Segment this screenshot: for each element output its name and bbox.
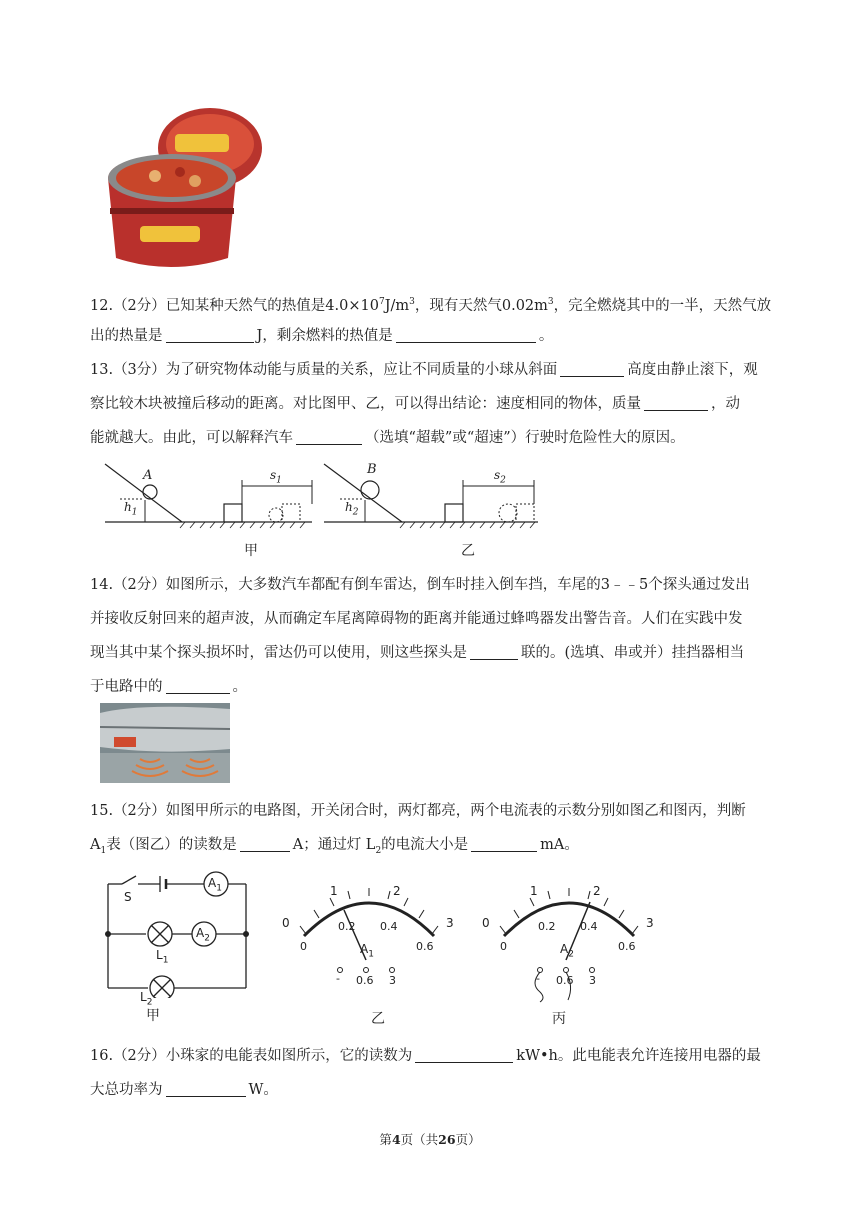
tick-bottom: 0.4 [580,920,598,933]
figure-label-jia-circuit: 甲 [146,1008,160,1024]
tick-top: 0 [282,916,290,930]
label-b: B [367,462,377,477]
question-14-line-2: 并接收反射回来的超声波，从而确定车尾离障碍物的距离并能通过蜂鸣器发出警告音。人们在实践中发 [90,611,743,627]
tick-bottom: 0.4 [380,920,398,933]
answer-blank[interactable] [560,362,624,377]
terminal-label: 3 [389,974,396,987]
page-footer: 第4页（共26页） [379,1132,481,1147]
tick-top: 0 [482,916,490,930]
answer-blank[interactable] [240,837,290,852]
answer-blank[interactable] [166,679,230,694]
terminal-label: 0.6 [356,974,374,987]
tick-bottom: 0.2 [338,920,356,933]
question-15-line-2: $A_1$表（图乙）的读数是 A；通过灯 $L_2$的电流大小是 mA。 [90,837,579,856]
lamp-l1-label: $L_1$ [156,948,169,966]
answer-blank[interactable] [644,396,708,411]
label-s2: $s_2$ [494,468,506,486]
meter-name: $A_1$ [360,942,374,960]
tick-bottom: 0 [300,940,307,953]
tick-top: 2 [393,884,401,898]
question-14-line-1: 14.（2分）如图所示，大多数汽车都配有倒车雷达，倒车时挂入倒车挡，车尾的3﹣﹣5个探头通过发出 [90,577,750,593]
figure-label-yi-meter: 乙 [371,1011,385,1027]
question-12-line-2: 出的热量是 J，剩余燃料的热值是 。 [90,328,554,344]
answer-blank[interactable] [166,1082,246,1097]
answer-blank[interactable] [166,328,254,343]
tick-bottom: 0 [500,940,507,953]
switch-label: S [124,890,132,904]
tick-top: 1 [530,884,538,898]
tick-bottom: 0.6 [416,940,434,953]
figure-label-yi: 乙 [461,543,475,559]
figure-label-jia: 甲 [244,543,258,559]
tick-top: 1 [330,884,338,898]
question-16-line-1: 16.（2分）小珠家的电能表如图所示，它的读数为 kW•h。此电能表允许连接用电器的最 [90,1048,761,1064]
ammeter-a2-label: $A_2$ [196,926,210,944]
question-13-line-2: 察比较木块被撞后移动的距离。对比图甲、乙，可以得出结论：速度相同的物体，质量 ，动 [90,396,740,412]
question-15-line-1: 15.（2分）如图甲所示的电路图，开关闭合时，两灯都亮，两个电流表的示数分别如图乙和图丙，判断 [90,803,746,819]
label-h2: $h_2$ [345,500,359,518]
ball-a [143,485,157,499]
tick-top: 3 [446,916,454,930]
question-14-line-4: 于电路中的 。 [90,679,247,695]
tick-top: 3 [646,916,654,930]
answer-blank[interactable] [470,645,518,660]
answer-blank[interactable] [471,837,537,852]
question-16-line-2: 大总功率为 W。 [90,1082,278,1098]
terminal-label: 3 [589,974,596,987]
ammeter-a1-label: $A_1$ [208,876,222,894]
meter-name: $A_2$ [560,942,574,960]
label-a: A [143,468,153,483]
tick-top: 2 [593,884,601,898]
terminal-label: 0.6 [556,974,574,987]
car-reversing-radar-image [100,703,230,783]
tick-bottom: 0.2 [538,920,556,933]
question-13-line-3: 能就越大。由此，可以解释汽车 （选填“超载”或“超速”）行驶时危险性大的原因。 [90,430,685,446]
circuit-diagram [100,868,260,998]
ball-b [361,481,379,499]
answer-blank[interactable] [415,1048,513,1063]
figure-label-bing: 丙 [552,1011,566,1027]
lamp-l2-label: $L_2$ [140,990,153,1008]
question-13-line-1: 13.（3分）为了研究物体动能与质量的关系，应让不同质量的小球从斜面 高度由静止滚下，观 [90,362,758,378]
terminal-label: - [536,972,540,985]
question-12-line-1: 12.（2分）已知某种天然气的热值是$4.0\times 10^7J/m^3$，现有天然气$0.02m^3$，完全燃烧其中的一半，天然气放 [90,297,772,314]
label-h1: $h_1$ [124,500,138,518]
label-s1: $s_1$ [270,468,282,486]
answer-blank[interactable] [296,430,362,445]
wooden-block [224,504,242,522]
ramp-experiment-figure [100,460,560,560]
question-14-line-3: 现当其中某个探头损坏时，雷达仍可以使用，则这些探头是 联的。(选填、串或并）挂挡器相当 [90,645,745,661]
answer-blank[interactable] [396,328,536,343]
hotpot-product-image [100,108,262,276]
terminal-label: - [336,972,340,985]
tick-bottom: 0.6 [618,940,636,953]
